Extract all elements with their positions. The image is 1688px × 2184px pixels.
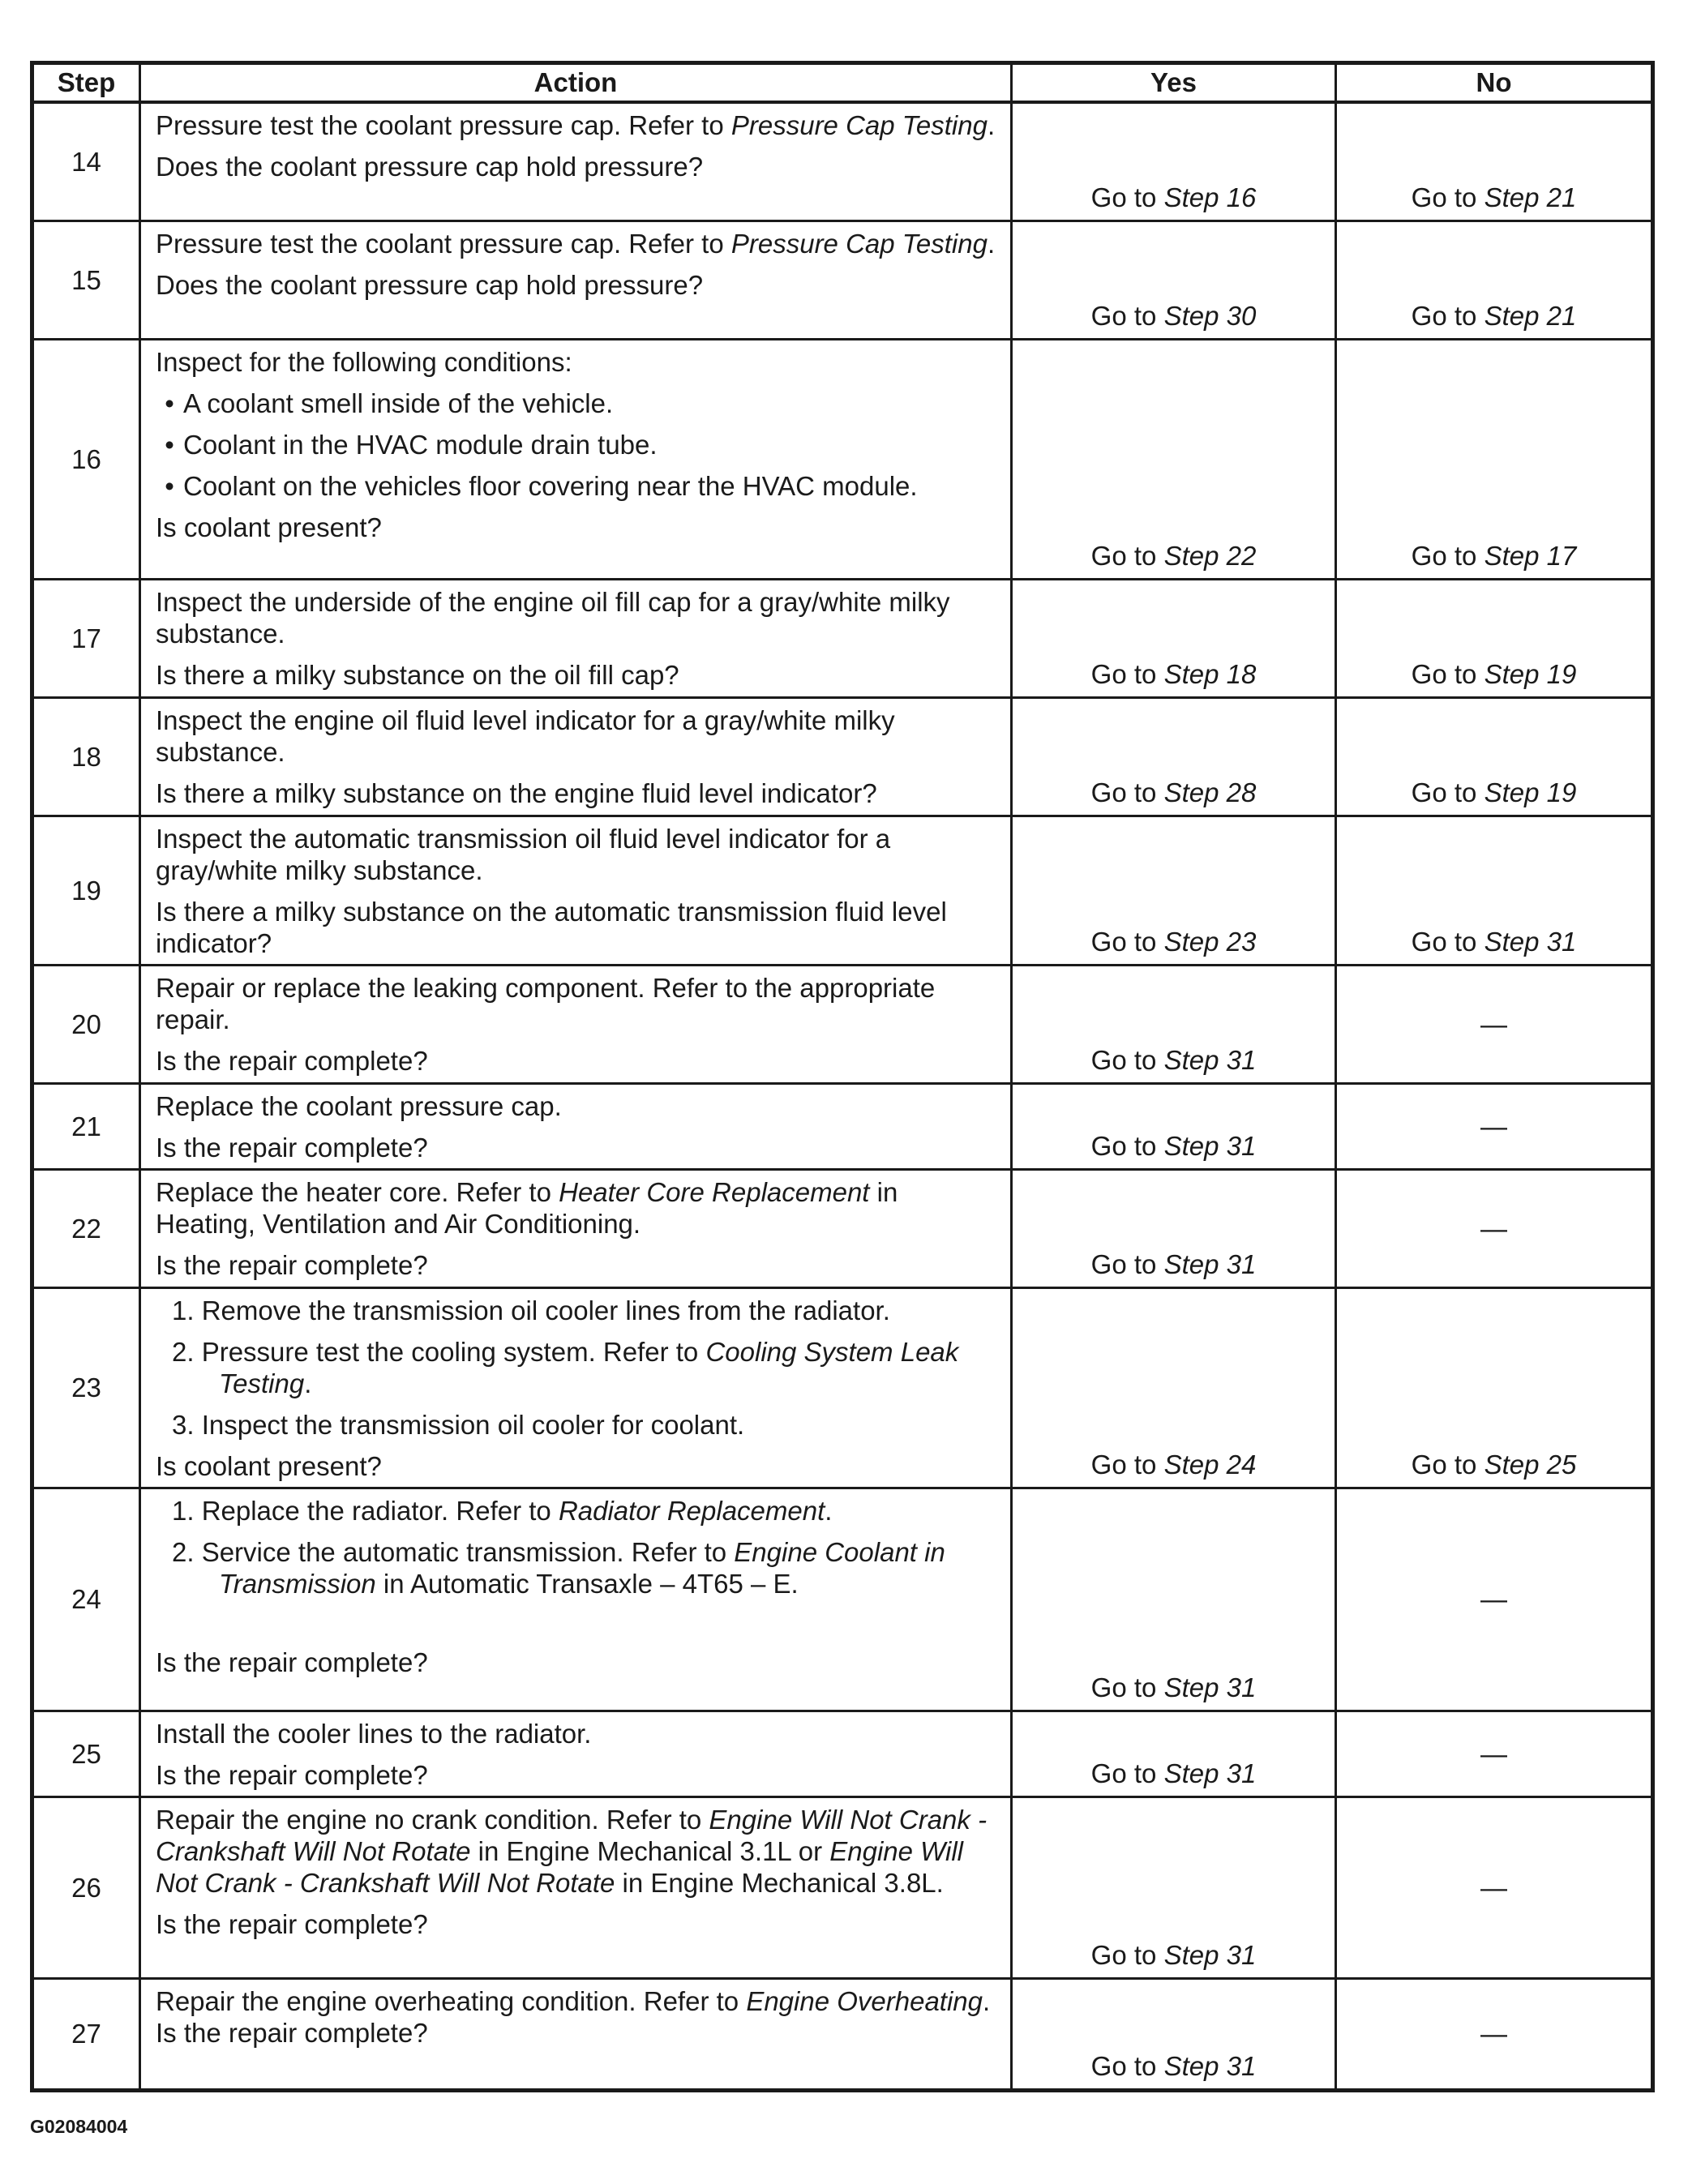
no-step-ref: Step 17	[1484, 540, 1577, 571]
question-text: Is the repair complete?	[156, 2017, 428, 2048]
yes-cell: Go to Step 31	[1012, 965, 1336, 1083]
numbered-item: 1. Remove the transmission oil cooler lines from the radiator.	[172, 1295, 890, 1325]
diagnostic-table-container	[30, 61, 1651, 2092]
header-no: No	[1336, 63, 1653, 103]
yes-cell: Go to Step 18	[1012, 579, 1336, 697]
reference-link: Engine Overheating	[746, 1985, 983, 2016]
table-row	[32, 1169, 1653, 1287]
table-row	[32, 221, 1653, 339]
action-cell	[140, 1083, 1012, 1169]
step-number: 25	[32, 1711, 140, 1796]
step-number: 17	[32, 579, 140, 697]
header-action: Action	[140, 63, 1012, 103]
yes-cell: Go to Step 31	[1012, 1711, 1336, 1796]
action-text: Install the cooler lines to the radiator.	[156, 1718, 592, 1749]
yes-step-ref: Step 31	[1163, 1672, 1257, 1702]
no-cell: Go to Step 17	[1336, 339, 1653, 579]
numbered-item: 1. Replace the radiator. Refer to Radiator Replacement.	[172, 1495, 833, 1526]
action-text: Inspect the automatic transmission oil fluid level indicator for a gray/white milky substance.	[156, 823, 891, 885]
no-step-ref: Step 19	[1484, 777, 1577, 807]
action-text: Repair the engine overheating condition. Refer to Engine Overheating.	[156, 1985, 991, 2016]
step-number: 22	[32, 1169, 140, 1287]
reference-link: Engine Coolant in Transmission	[219, 1536, 945, 1599]
table-row	[32, 1488, 1653, 1711]
bullet-item: • Coolant on the vehicles floor covering near the HVAC module.	[156, 470, 999, 502]
question-text: Does the coolant pressure cap hold pressure?	[156, 269, 704, 300]
reference-link: Engine Will Not Crank - Crankshaft Will Not Rotate	[156, 1835, 964, 1898]
action-cell	[140, 102, 1012, 221]
yes-step-ref: Step 18	[1163, 658, 1257, 689]
no-cell: —	[1336, 1169, 1653, 1287]
no-step-ref: Step 25	[1484, 1449, 1577, 1480]
reference-link: Pressure Cap Testing	[730, 110, 988, 140]
header-yes: Yes	[1012, 63, 1336, 103]
reference-link: Cooling System Leak Testing	[219, 1336, 959, 1398]
action-cell	[140, 1711, 1012, 1796]
question-text: Is the repair complete?	[156, 1249, 428, 1280]
table-row	[32, 102, 1653, 221]
reference-link: Engine Will Not Crank - Crankshaft Will Not Rotate	[156, 1804, 988, 1866]
yes-step-ref: Step 24	[1163, 1449, 1257, 1480]
numbered-item: 3. Inspect the transmission oil cooler for coolant.	[172, 1409, 745, 1440]
step-number: 18	[32, 697, 140, 816]
no-step-ref: Step 21	[1484, 182, 1577, 212]
step-number: 16	[32, 339, 140, 579]
reference-link: Heater Core Replacement	[559, 1176, 870, 1207]
step-number: 19	[32, 816, 140, 965]
step-number: 14	[32, 102, 140, 221]
question-text: Does the coolant pressure cap hold pressure?	[156, 152, 704, 182]
step-number: 20	[32, 965, 140, 1083]
yes-step-ref: Step 22	[1163, 540, 1257, 571]
yes-cell: Go to Step 28	[1012, 697, 1336, 816]
table-row	[32, 579, 1653, 697]
no-cell: —	[1336, 1796, 1653, 1978]
yes-step-ref: Step 30	[1163, 300, 1257, 331]
yes-cell: Go to Step 24	[1012, 1287, 1336, 1488]
numbered-item: 2. Service the automatic transmission. Refer to Engine Coolant in Transmission in Automatic Transaxle – 4T65 – E.	[172, 1536, 945, 1599]
action-cell	[140, 965, 1012, 1083]
action-cell	[140, 221, 1012, 339]
yes-step-ref: Step 31	[1163, 1939, 1257, 1970]
action-cell	[140, 816, 1012, 965]
step-number: 23	[32, 1287, 140, 1488]
no-step-ref: Step 31	[1484, 926, 1577, 957]
question-text: Is the repair complete?	[156, 1045, 428, 1076]
table-row	[32, 816, 1653, 965]
action-text: Repair or replace the leaking component. Refer to the appropriate repair.	[156, 972, 936, 1034]
action-cell	[140, 697, 1012, 816]
yes-cell: Go to Step 31	[1012, 1083, 1336, 1169]
question-text: Is there a milky substance on the engine fluid level indicator?	[156, 777, 877, 808]
no-cell: Go to Step 19	[1336, 697, 1653, 816]
no-cell: Go to Step 25	[1336, 1287, 1653, 1488]
yes-cell: Go to Step 22	[1012, 339, 1336, 579]
question-text: Is there a milky substance on the oil fill cap?	[156, 659, 679, 690]
yes-step-ref: Step 31	[1163, 2050, 1257, 2081]
action-text: Inspect for the following conditions:	[156, 346, 572, 377]
header-row	[32, 63, 1653, 103]
step-number: 24	[32, 1488, 140, 1711]
table-row	[32, 1711, 1653, 1796]
diagnostic-table	[30, 61, 1655, 2092]
yes-step-ref: Step 31	[1163, 1044, 1257, 1075]
action-text: Inspect the underside of the engine oil fill cap for a gray/white milky substance.	[156, 586, 950, 649]
yes-step-ref: Step 23	[1163, 926, 1257, 957]
action-text: Replace the coolant pressure cap.	[156, 1090, 562, 1121]
table-row	[32, 1796, 1653, 1978]
no-step-ref: Step 21	[1484, 300, 1577, 331]
table-row	[32, 697, 1653, 816]
numbered-item: 2. Pressure test the cooling system. Refer to Cooling System Leak Testing.	[172, 1336, 959, 1398]
action-text: Pressure test the coolant pressure cap. Refer to Pressure Cap Testing.	[156, 228, 996, 259]
action-text: Pressure test the coolant pressure cap. Refer to Pressure Cap Testing.	[156, 110, 996, 140]
question-text: Is the repair complete?	[156, 1908, 428, 1939]
action-text: Repair the engine no crank condition. Refer to Engine Will Not Crank - Crankshaft Will Not Rotate in Engine Mechanical 3.1L or Engine Will Not Crank - Crankshaft Will Not Rotate in Engine Mechanical 3.8L.	[156, 1804, 988, 1898]
yes-step-ref: Step 31	[1163, 1130, 1257, 1161]
action-cell	[140, 579, 1012, 697]
no-cell: Go to Step 21	[1336, 221, 1653, 339]
no-cell: Go to Step 31	[1336, 816, 1653, 965]
action-cell	[140, 1169, 1012, 1287]
yes-cell: Go to Step 23	[1012, 816, 1336, 965]
action-cell	[140, 1287, 1012, 1488]
no-cell: —	[1336, 1083, 1653, 1169]
no-cell: Go to Step 19	[1336, 579, 1653, 697]
yes-cell: Go to Step 16	[1012, 102, 1336, 221]
step-number: 15	[32, 221, 140, 339]
yes-cell: Go to Step 31	[1012, 1169, 1336, 1287]
question-text: Is the repair complete?	[156, 1759, 428, 1790]
yes-cell: Go to Step 31	[1012, 1796, 1336, 1978]
figure-id: G02084004	[30, 2116, 128, 2137]
reference-link: Pressure Cap Testing	[730, 228, 988, 259]
table-row	[32, 965, 1653, 1083]
question-text: Is coolant present?	[156, 512, 382, 542]
table-row	[32, 1083, 1653, 1169]
no-cell: Go to Step 21	[1336, 102, 1653, 221]
no-cell: —	[1336, 965, 1653, 1083]
question-text: Is there a milky substance on the automatic transmission fluid level indicator?	[156, 896, 947, 958]
yes-step-ref: Step 31	[1163, 1758, 1257, 1788]
table-row	[32, 1978, 1653, 2090]
bullet-item: • Coolant in the HVAC module drain tube.	[156, 429, 999, 460]
table-row	[32, 339, 1653, 579]
no-cell: —	[1336, 1978, 1653, 2090]
yes-cell: Go to Step 31	[1012, 1488, 1336, 1711]
no-cell: —	[1336, 1488, 1653, 1711]
action-cell	[140, 1796, 1012, 1978]
yes-step-ref: Step 31	[1163, 1248, 1257, 1279]
yes-cell: Go to Step 31	[1012, 1978, 1336, 2090]
yes-step-ref: Step 28	[1163, 777, 1257, 807]
step-number: 26	[32, 1796, 140, 1978]
header-step: Step	[32, 63, 140, 103]
action-cell	[140, 1488, 1012, 1711]
action-text: Inspect the engine oil fluid level indicator for a gray/white milky substance.	[156, 704, 895, 767]
bullet-item: • A coolant smell inside of the vehicle.	[156, 388, 999, 419]
question-text: Is the repair complete?	[156, 1647, 428, 1677]
yes-step-ref: Step 16	[1163, 182, 1257, 212]
step-number: 21	[32, 1083, 140, 1169]
no-cell: —	[1336, 1711, 1653, 1796]
action-cell	[140, 1978, 1012, 2090]
no-step-ref: Step 19	[1484, 658, 1577, 689]
step-number: 27	[32, 1978, 140, 2090]
table-row	[32, 1287, 1653, 1488]
question-text: Is coolant present?	[156, 1450, 382, 1481]
reference-link: Radiator Replacement	[558, 1495, 825, 1526]
action-text: Replace the heater core. Refer to Heater Core Replacement in Heating, Ventilation and Air Conditioning.	[156, 1176, 898, 1239]
question-text: Is the repair complete?	[156, 1132, 428, 1163]
yes-cell: Go to Step 30	[1012, 221, 1336, 339]
action-cell	[140, 339, 1012, 579]
